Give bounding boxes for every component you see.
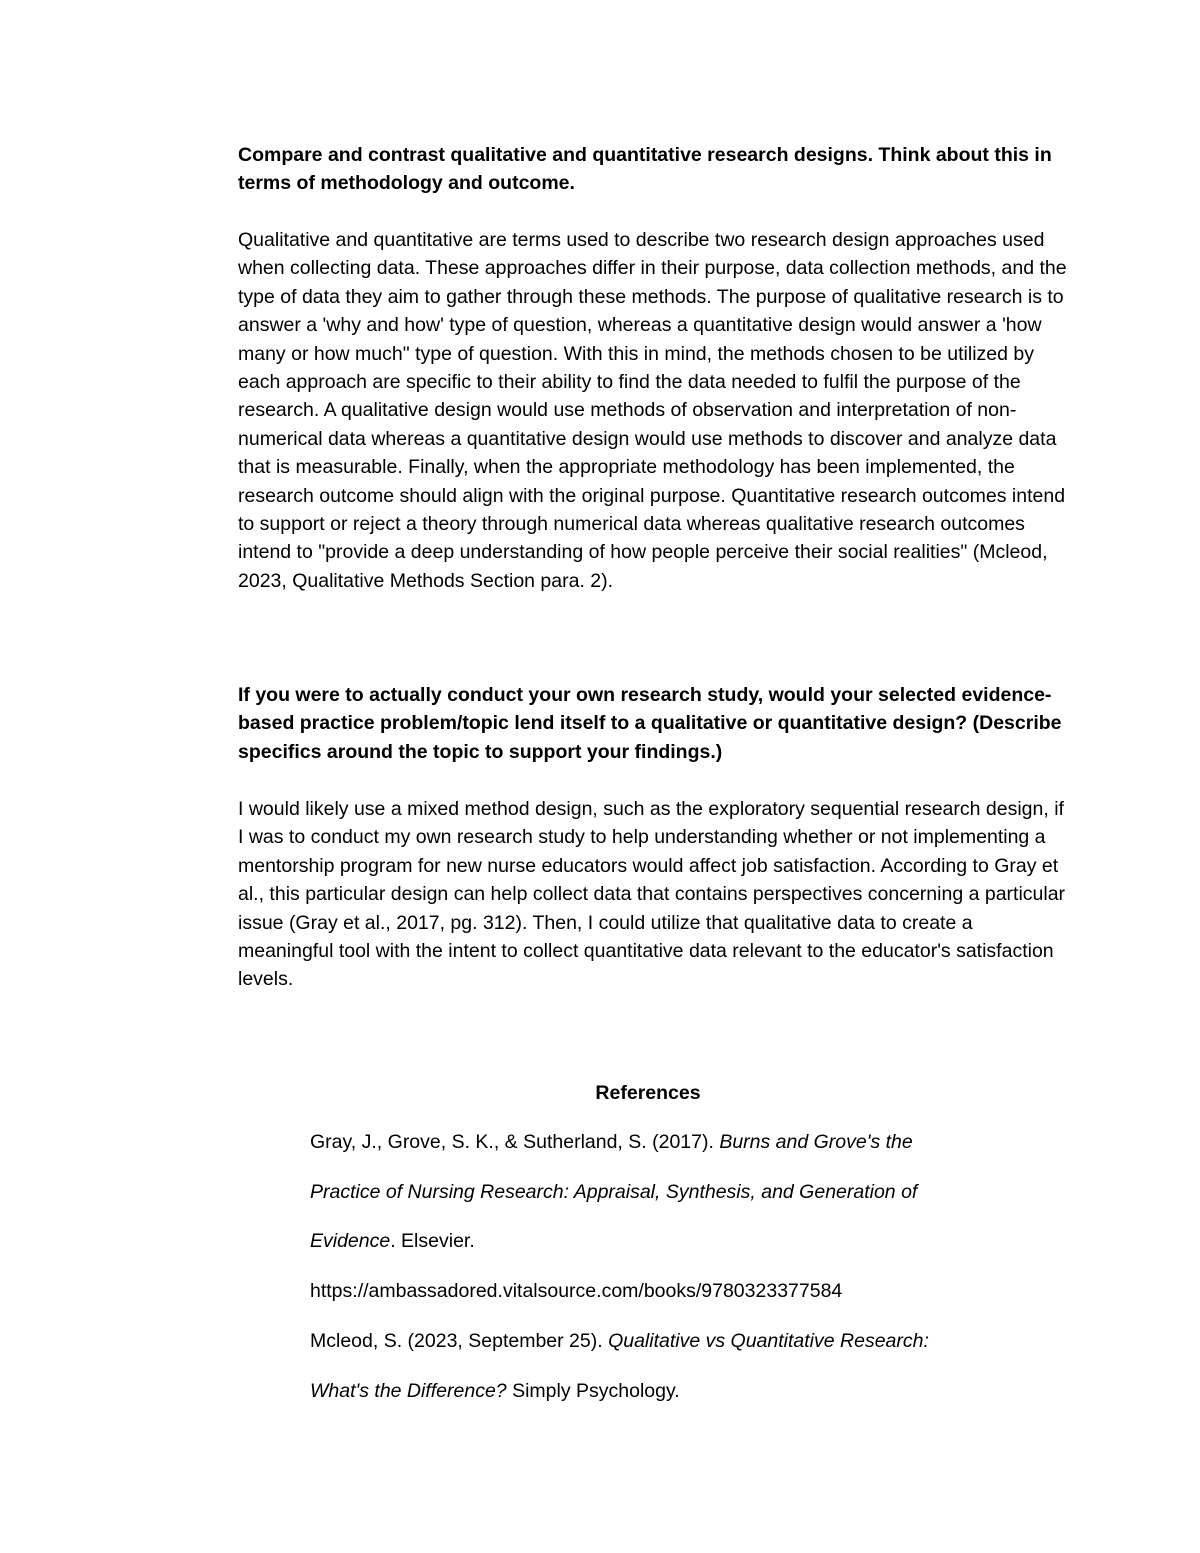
reference-1-publisher: . Elsevier.	[390, 1230, 475, 1252]
reference-2-line-1	[310, 1327, 1070, 1355]
reference-1-url: https://ambassadored.vitalsource.com/books/9780323377584	[310, 1280, 843, 1302]
reference-1-line-3	[310, 1227, 1070, 1255]
reference-1-title-part-1: Burns and Grove's the	[719, 1131, 913, 1153]
reference-2-title-part-1: Qualitative vs Quantitative Research:	[608, 1330, 929, 1352]
reference-1-line-1	[310, 1128, 1070, 1156]
reference-2-line-2	[310, 1377, 1070, 1405]
reference-1-title-part-2: Practice of Nursing Research: Appraisal, Synthesis, and Generation of	[310, 1181, 918, 1203]
reference-1-authors: Gray, J., Grove, S. K., & Sutherland, S. (2017).	[310, 1131, 720, 1153]
reference-2-authors: Mcleod, S. (2023, September 25).	[310, 1330, 609, 1352]
reference-2-title-part-2: What's the Difference?	[310, 1380, 507, 1402]
references-heading: References	[595, 1082, 701, 1104]
question-1-heading: Compare and contrast qualitative and quantitative research designs. Think about this in terms of methodology and outcome.	[238, 144, 1052, 195]
answer-2-paragraph: I would likely use a mixed method design, such as the exploratory sequential research design, if I was to conduct my own research study to help understanding whether or not implementing a mentorship program for new nurse educators would affect job satisfaction. According to Gray et al., this particular design can help collect data that contains perspectives concerning a particular issue (Gray et al., 2017, pg. 312). Then, I could utilize that qualitative data to create a meaningful tool with the intent to collect quantitative data relevant to the educator's satisfaction levels.	[238, 798, 1066, 991]
reference-1-line-2	[310, 1178, 1070, 1206]
reference-1-title-part-3: Evidence	[310, 1230, 391, 1252]
reference-2-publisher: Simply Psychology.	[506, 1380, 680, 1402]
question-2-heading: If you were to actually conduct your own research study, would your selected evidence-based practice problem/topic lend itself to a qualitative or quantitative design? (Describe specifics around the topic to support your findings.)	[238, 684, 1062, 763]
answer-1-paragraph: Qualitative and quantitative are terms used to describe two research design approaches used when collecting data. These approaches differ in their purpose, data collection methods, and the type of data they aim to gather through these methods. The purpose of qualitative research is to answer a 'why and how' type of question, whereas a quantitative design would answer a 'how many or how much" type of question. With this in mind, the methods chosen to be utilized by each approach are specific to their ability to find the data needed to fulfil the purpose of the research. A qualitative design would use methods of observation and interpretation of non-numerical data whereas a quantitative design would use methods to discover and analyze data that is measurable. Finally, when the appropriate methodology has been implemented, the research outcome should align with the original purpose. Quantitative research outcomes intend to support or reject a theory through numerical data whereas qualitative research outcomes intend to "provide a deep understanding of how people perceive their social realities" (Mcleod, 2023, Qualitative Methods Section para. 2).	[238, 229, 1067, 592]
